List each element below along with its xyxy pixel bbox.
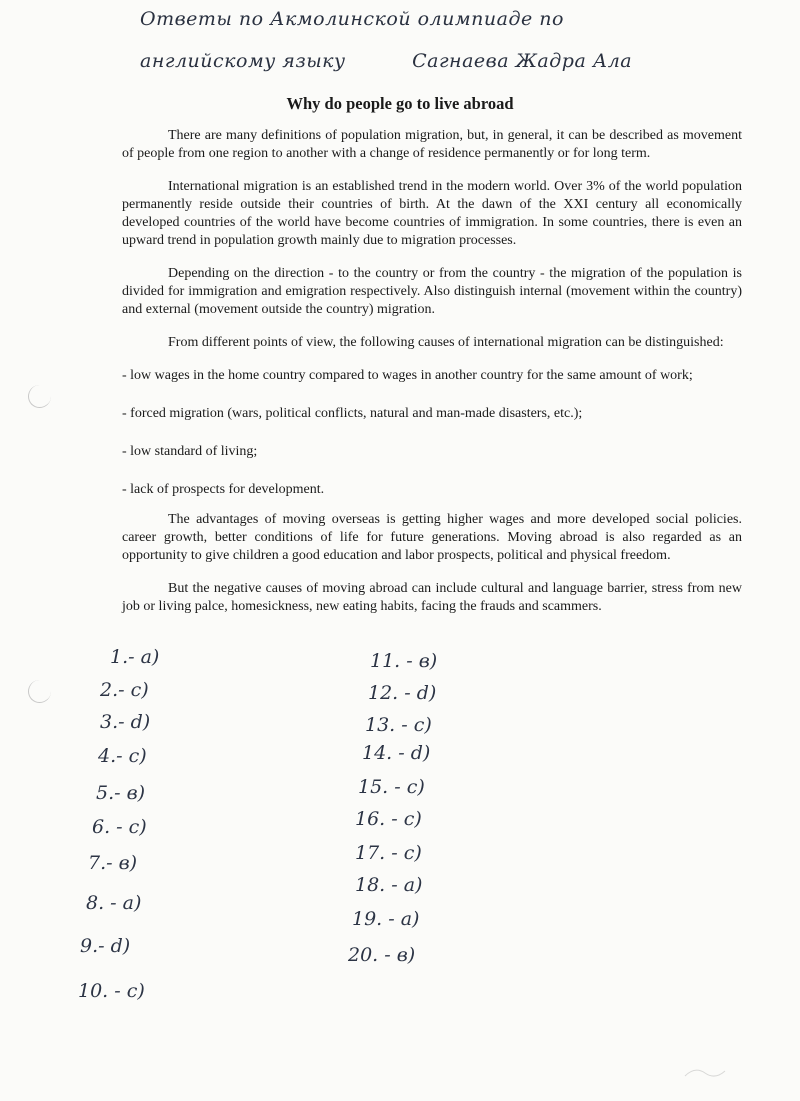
essay-body [122,127,742,616]
cause-list-item: - lack of prospects for development. [122,482,325,497]
handwritten-student-name: Сагнаева Жадра Ала [412,50,633,72]
essay-paragraph: From different points of view, the following causes of international migration can be distinguished: [168,335,724,350]
answer-left-item: 6. - c) [92,816,147,838]
cause-list-item: - forced migration (wars, political conflicts, natural and man-made disasters, etc.); [122,406,583,421]
answer-left-item: 8. - a) [86,892,142,914]
essay-paragraph: But the negative causes of moving abroad can include cultural and language barrier, stress from new job or living palce, homesickness, new eating habits, facing the frauds and scammers. [122,581,742,614]
answer-left-item: 10. - c) [78,980,145,1002]
answer-right-item: 16. - c) [355,808,422,830]
answer-right-item: 19. - a) [352,908,420,930]
answer-right-item: 18. - a) [355,874,423,896]
answer-left-item: 5.- в) [96,782,146,804]
essay-title: Why do people go to live abroad [286,94,514,113]
answer-right-item: 13. - c) [365,714,432,736]
answer-left-item: 9.- d) [80,935,131,957]
answer-right-item: 17. - c) [355,842,422,864]
answer-right-item: 15. - c) [358,776,425,798]
answer-right-item: 14. - d) [362,742,431,764]
answer-left-item: 1.- a) [110,646,160,668]
answer-left-item: 7.- в) [88,852,138,874]
handwritten-subject: английскому языку [140,50,346,72]
essay-paragraph: The advantages of moving overseas is getting higher wages and more developed social policies. career growth, better conditions of life for future generations. Moving abroad is also regarded as an opportunity to give children a good education and labor prospects, political and physical freedom. [122,512,742,563]
punch-hole-mark [28,680,51,703]
essay-paragraph: Depending on the direction - to the country or from the country - the migration of the population is divided for immigration and emigration respectively. Also distinguish internal (movement within the country) and external (movement outside the country) migration. [122,266,742,317]
answer-left-item: 3.- d) [100,711,151,733]
answer-right-item: 20. - в) [348,944,416,966]
essay-paragraph: There are many definitions of population migration, but, in general, it can be described as movement of people from one region to another with a change of residence permanently or for long term. [122,128,742,161]
answer-left-item: 4.- c) [98,745,147,767]
answer-right-item: 12. - d) [368,682,437,704]
essay-paragraph: International migration is an established trend in the modern world. Over 3% of the world population permanently reside outside their countries of birth. At the dawn of the XXI century all economically developed countries of the world have become countries of immigration. In some countries, there is even an upward trend in population growth mainly due to migration processes. [122,179,742,248]
cause-list-item: - low standard of living; [122,444,258,459]
punch-hole-mark [28,385,51,408]
handwritten-header-line2 [140,50,632,72]
answer-left-item: 2.- c) [100,679,149,701]
answer-right-item: 11. - в) [370,650,438,672]
faint-mark [680,1061,740,1081]
cause-list-item: - low wages in the home country compared to wages in another country for the same amount of work; [122,368,693,383]
handwritten-header-line1: Ответы по Акмолинской олимпиаде по [140,8,564,30]
